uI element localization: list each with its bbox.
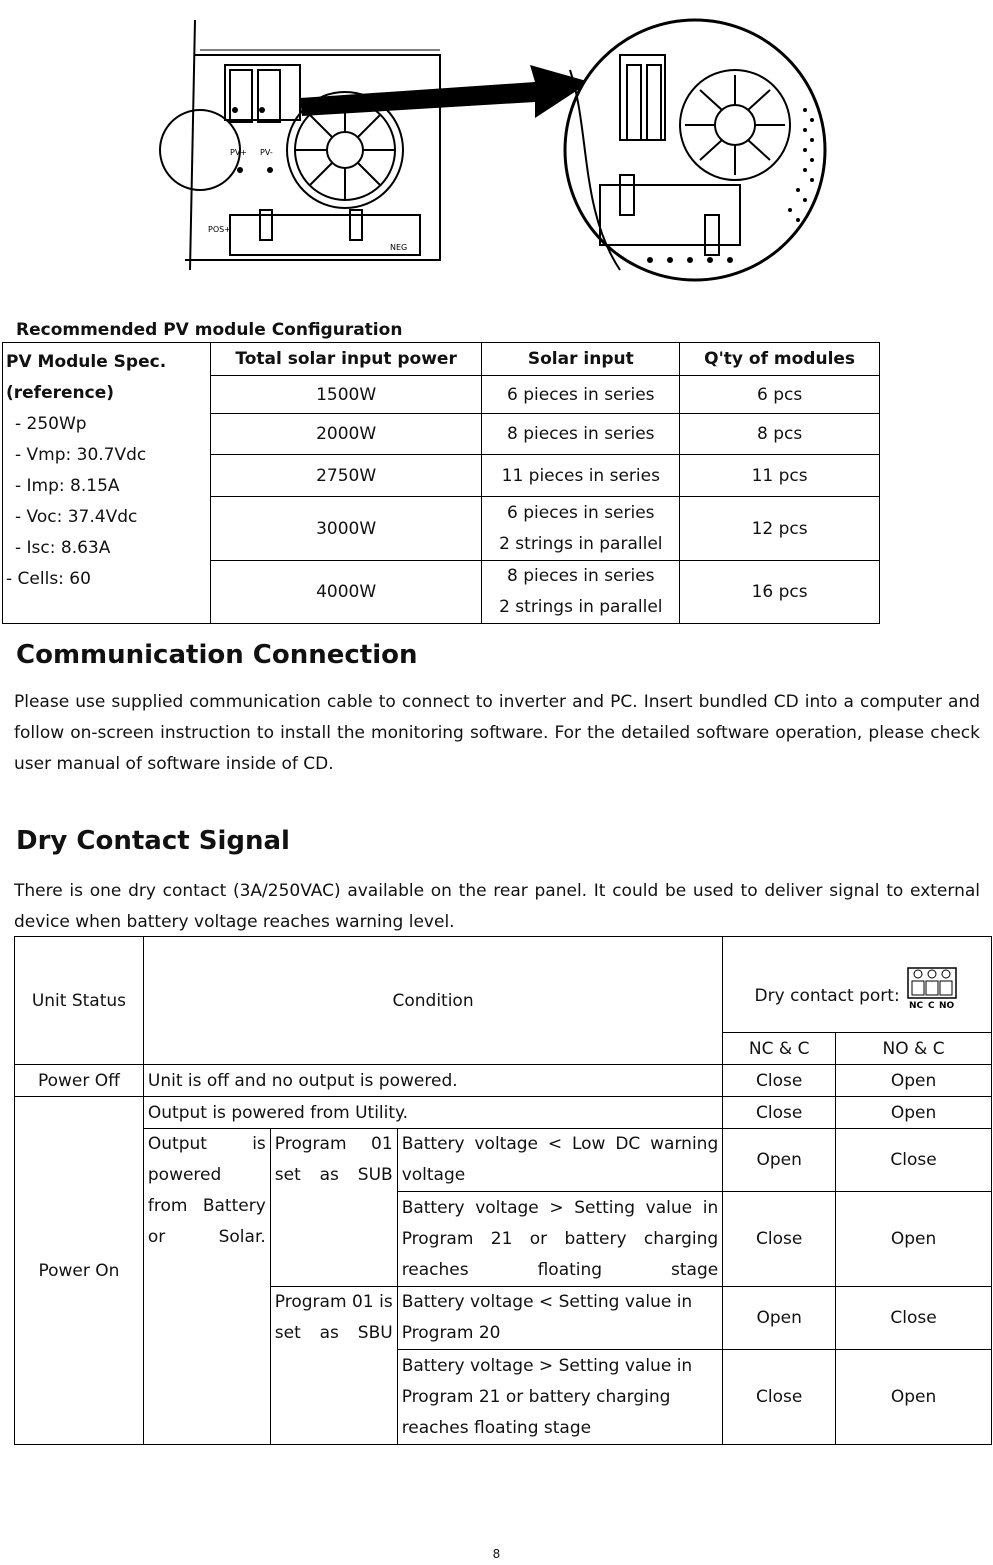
spec-line: - Voc: 37.4Vdc xyxy=(15,507,138,527)
communication-heading: Communication Connection xyxy=(16,640,418,670)
solar-input-cell: 11 pieces in series xyxy=(482,455,680,497)
spec-title: PV Module Spec. xyxy=(6,352,167,372)
nc-cell: Close xyxy=(723,1097,836,1129)
condition-cell: Output is powered from Utility. xyxy=(143,1097,722,1129)
spec-line: - 250Wp xyxy=(15,414,87,434)
table-row xyxy=(15,1065,992,1097)
power-cell: 1500W xyxy=(210,376,482,414)
status-cell: Power On xyxy=(15,1097,144,1445)
unit-status-header: Unit Status xyxy=(15,937,144,1065)
header-solar-input: Solar input xyxy=(482,343,680,376)
qty-cell: 8 pcs xyxy=(680,414,880,455)
svg-text:NEG: NEG xyxy=(390,243,408,252)
no-cell: Close xyxy=(836,1287,992,1350)
condition-cell: Battery voltage < Low DC warning voltage xyxy=(397,1129,723,1192)
port-label: Dry contact port: xyxy=(754,985,900,1006)
spec-line: - Imp: 8.15A xyxy=(15,476,120,496)
table-row xyxy=(15,1097,992,1129)
condition-header: Condition xyxy=(143,937,722,1065)
no-cell: Open xyxy=(836,1065,992,1097)
no-cell: Open xyxy=(836,1192,992,1287)
pv-header-row xyxy=(3,343,880,376)
magnified-pv-terminal-icon xyxy=(565,20,825,280)
nc-cell: Open xyxy=(723,1287,836,1350)
condition-cell: Battery voltage > Setting value in Program 21 or battery charging reaches floating stage xyxy=(397,1350,723,1445)
dry-contact-heading: Dry Contact Signal xyxy=(16,826,290,856)
nc-cell: Close xyxy=(723,1065,836,1097)
no-cell: Open xyxy=(836,1097,992,1129)
communication-text: Please use supplied communication cable to connect to inverter and PC. Insert bundled CD into a computer and follow on-screen instruction to install the monitoring software. For the detailed software operation, please check user manual of software inside of CD. xyxy=(14,692,980,774)
svg-text:POS+: POS+ xyxy=(208,225,231,234)
dry-contact-port-header xyxy=(723,937,992,1033)
header-total-power: Total solar input power xyxy=(210,343,482,376)
qty-cell: 11 pcs xyxy=(680,455,880,497)
power-cell: 2000W xyxy=(210,414,482,455)
no-cell: Close xyxy=(836,1129,992,1192)
program-sbu-label: Program 01 is set as SBU xyxy=(270,1287,397,1445)
nc-cell: Close xyxy=(723,1192,836,1287)
svg-text:NC: NC xyxy=(908,1000,923,1010)
program-sub-label: Program 01 set as SUB xyxy=(270,1129,397,1287)
condition-cell: Unit is off and no output is powered. xyxy=(143,1065,722,1097)
svg-text:PV-: PV- xyxy=(260,148,273,157)
solar-input-cell: 6 pieces in series 2 strings in parallel xyxy=(482,497,680,561)
pv-config-table xyxy=(2,342,880,624)
dry-contact-table xyxy=(14,936,992,1445)
nc-cell: Open xyxy=(723,1129,836,1192)
nc-cell: Close xyxy=(723,1350,836,1445)
status-cell: Power Off xyxy=(15,1065,144,1097)
qty-cell: 6 pcs xyxy=(680,376,880,414)
power-cell: 2750W xyxy=(210,455,482,497)
condition-cell: Battery voltage < Setting value in Program 20 xyxy=(397,1287,723,1350)
power-cell: 4000W xyxy=(210,561,482,624)
pv-module-spec xyxy=(3,343,211,624)
nc-c-header: NC & C xyxy=(723,1033,836,1065)
pv-config-heading: Recommended PV module Configuration xyxy=(16,320,403,340)
inverter-pv-terminal-illustration xyxy=(150,10,840,300)
qty-cell: 12 pcs xyxy=(680,497,880,561)
qty-cell: 16 pcs xyxy=(680,561,880,624)
page-number: 8 xyxy=(492,1547,501,1561)
no-c-header: NO & C xyxy=(836,1033,992,1065)
spec-line: - Cells: 60 xyxy=(6,569,91,589)
svg-text:C: C xyxy=(927,1000,935,1010)
solar-input-cell: 8 pieces in series 2 strings in parallel xyxy=(482,561,680,624)
dry-contact-port-icon xyxy=(906,966,960,1010)
spec-line: - Isc: 8.63A xyxy=(15,538,111,558)
header-qty-modules: Q'ty of modules xyxy=(680,343,880,376)
no-cell: Open xyxy=(836,1350,992,1445)
spec-subtitle: (reference) xyxy=(6,383,115,403)
table-row xyxy=(15,1129,992,1192)
condition-cell: Battery voltage > Setting value in Program 21 or battery charging reaches floating stage xyxy=(397,1192,723,1287)
svg-text:PV+: PV+ xyxy=(230,148,247,157)
power-cell: 3000W xyxy=(210,497,482,561)
dry-contact-text: There is one dry contact (3A/250VAC) available on the rear panel. It could be used to deliver signal to external device when battery voltage reaches warning level. xyxy=(14,881,980,932)
battery-solar-label: Output is powered from Battery or Solar. xyxy=(143,1129,270,1445)
svg-text:NO: NO xyxy=(938,1000,954,1010)
solar-input-cell: 8 pieces in series xyxy=(482,414,680,455)
spec-line: - Vmp: 30.7Vdc xyxy=(15,445,147,465)
solar-input-cell: 6 pieces in series xyxy=(482,376,680,414)
table-header-row xyxy=(15,937,992,1033)
